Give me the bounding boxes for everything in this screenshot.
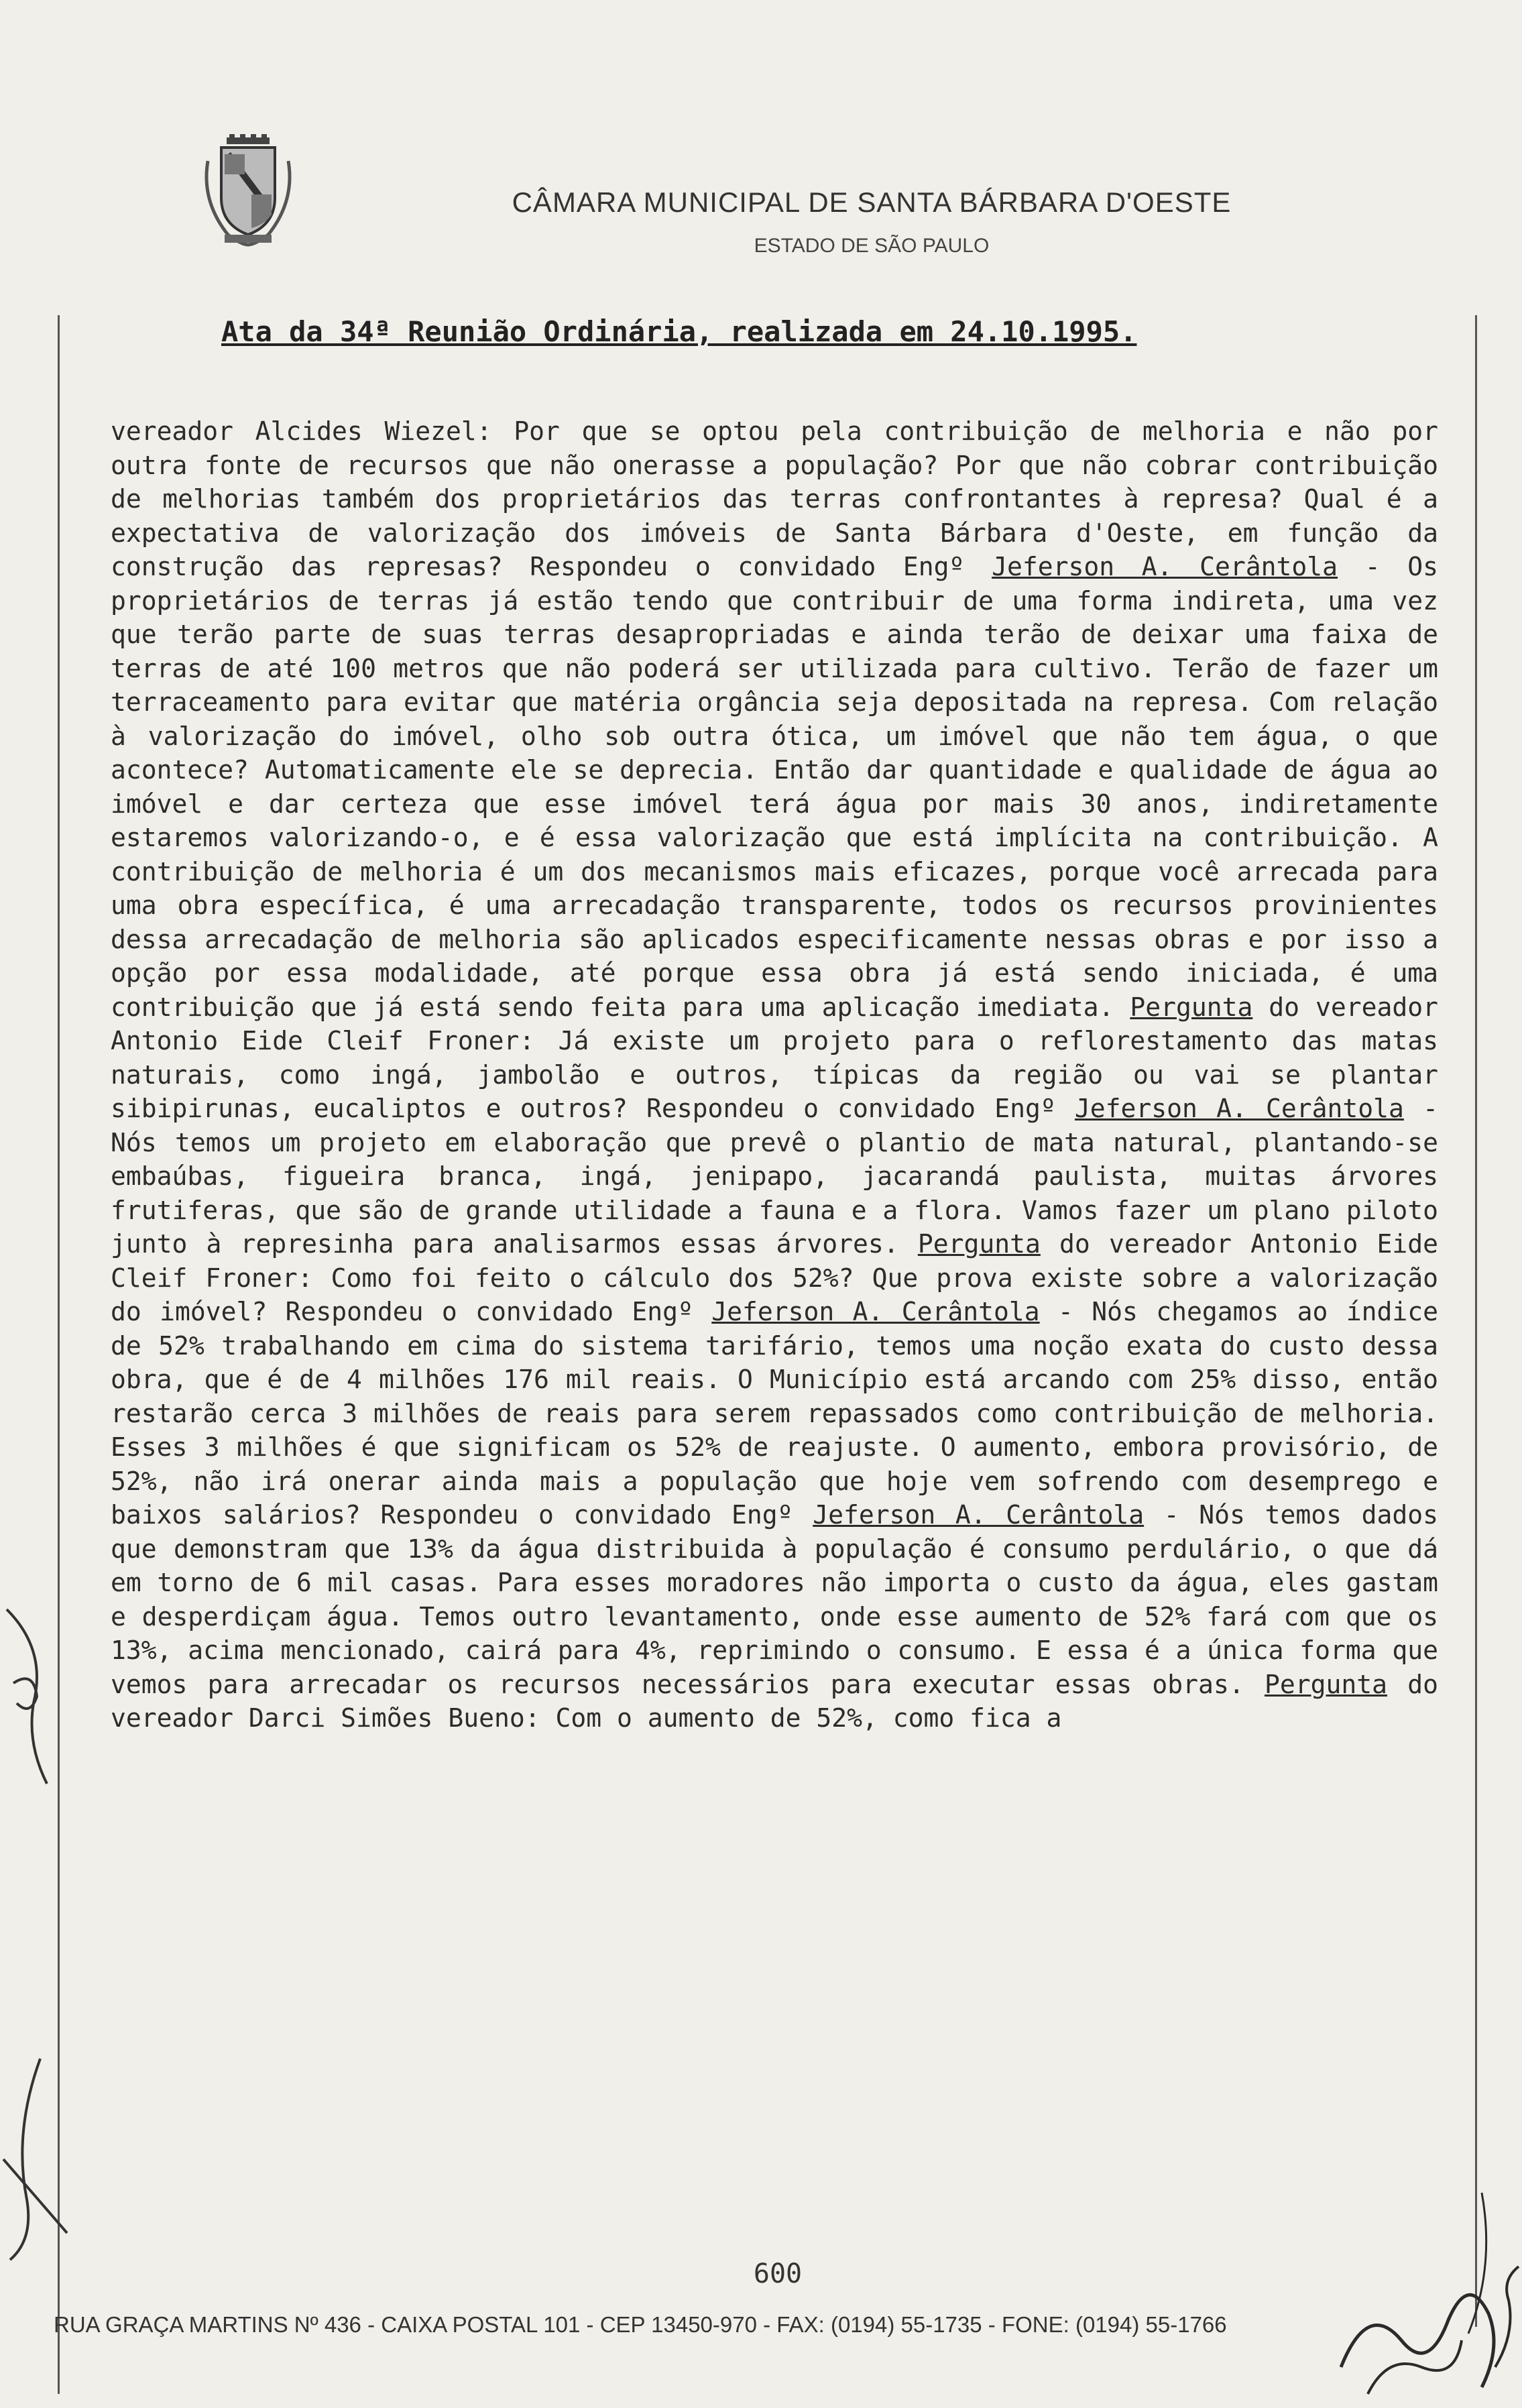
body-paragraph [111,414,1438,1735]
text-segment: - Os proprietários de terras já estão tendo que contribuir de uma forma indireta, uma vez que terão parte de suas terras desapropriadas e ainda terão de deixar uma faixa de terras de até 100 metros que não poderá ser utilizada para cultivo. Terão de fazer um terraceamento para evitar que matéria orgância seja depositada na represa. Com relação à valorização do imóvel, olho sob outra ótica, um imóvel que não tem água, o que acontece? Automaticamente ele se deprecia. Então dar quantidade e qualidade de água ao imóvel e dar certeza que esse imóvel terá água por mais 30 anos, indiretamente estaremos valorizando-o, e é essa valorização que está implícita na contribuição. A contribuição de melhoria é um dos mecanismos mais eficazes, porque você arrecada para uma obra específica, é uma arrecadação transparente, todos os recursos provinientes dessa arrecadação de melhoria são aplicados especificamente nessas obras e por isso a opção por essa modalidade, até porque essa obra já está sendo iniciada, é uma contribuição que já está sendo feita para uma aplicação imediata. [111,552,1439,1022]
question-label: Pergunta [917,1229,1041,1259]
right-margin-line [1475,315,1477,2327]
minutes-title: Ata da 34ª Reunião Ordinária, realizada em 24.10.1995. [221,315,1137,348]
speaker-name: Jeferson A. Cerântola [992,552,1338,581]
text-segment: - Nós temos dados que demonstram que 13% da água distribuida à população é consumo perdulário, o que dá em torno de 6 mil casas. Para esses moradores não importa o custo da água, eles gastam e desperdiçam água. Temos outro levantamento, onde esse aumento de 52% fará com que os 13%, acima mencionado, cairá para 4%, reprimindo o consumo. E essa é a única forma que vemos para arrecadar os recursos necessários para executar essas obras. [111,1500,1438,1699]
state-name: ESTADO DE SÃO PAULO [754,235,990,257]
margin-signature-bottom [0,2052,74,2267]
question-label: Pergunta [1130,992,1253,1022]
corner-signature [1328,2166,1522,2408]
question-label: Pergunta [1264,1669,1387,1699]
speaker-name: Jeferson A. Cerântola [711,1297,1040,1326]
text-segment: - Nós temos um projeto em elaboração que prevê o plantio de mata natural, plantando-se embaúbas, figueira branca, ingá, jenipapo, jacarandá paulista, muitas árvores frutiferas, que são de grande utilidade a fauna e a flora. Vamos fazer um plano piloto junto à represinha para analisarmos essas árvores. [111,1094,1438,1259]
text-segment: do vereador Darci Simões Bueno: Com o aumento de 52%, como fica a [111,1669,1438,1733]
page-number: 600 [753,2258,803,2289]
left-margin-line [58,315,60,2394]
margin-signature-top [0,1596,60,1797]
text-segment: do vereador Antonio Eide Cleif Froner: Como foi feito o cálculo dos 52%? Que prova existe sobre a valorização do imóvel? Respondeu o convidado Engº [111,1229,1438,1326]
speaker-name: Jeferson A. Cerântola [1074,1094,1404,1123]
speaker-name: Jeferson A. Cerântola [813,1500,1145,1530]
text-segment: vereador Alcides Wiezel: Por que se optou pela contribuição de melhoria e não por outra fonte de recursos que não onerasse a população? Por que não cobrar contribuição de melhorias também dos proprietários das terras confrontantes à represa? Qual é a expectativa de valorização dos imóveis de Santa Bárbara d'Oeste, em função da construção das represas? Respondeu o convidado Engº [111,416,1438,581]
footer-address: RUA GRAÇA MARTINS Nº 436 - CAIXA POSTAL 101 - CEP 13450-970 - FAX: (0194) 55-1735 - FONE: (0194) 55-1766 [54,2312,1227,2337]
text-segment: - Nós chegamos ao índice de 52% trabalhando em cima do sistema tarifário, temos uma noção exata do custo dessa obra, que é de 4 milhões 176 mil reais. O Município está arcando com 25% disso, então restarão cerca 3 milhões de reais para serem repassados como contribuição de melhoria. Esses 3 milhões é que significam os 52% de reajuste. O aumento, embora provisório, de 52%, não irá onerar ainda mais a população que hoje vem sofrendo com desemprego e baixos salários? Respondeu o convidado Engº [111,1297,1439,1530]
institution-name: CÂMARA MUNICIPAL DE SANTA BÁRBARA D'OESTE [512,186,1232,218]
text-segment: do vereador Antonio Eide Cleif Froner: Já existe um projeto para o reflorestamento das matas naturais, como ingá, jambolão e outros, típicas da região ou vai se plantar sibipirunas, eucaliptos e outros? Respondeu o convidado Engº [111,992,1438,1123]
coat-of-arms-icon [201,134,295,248]
minutes-body [111,414,1438,1735]
